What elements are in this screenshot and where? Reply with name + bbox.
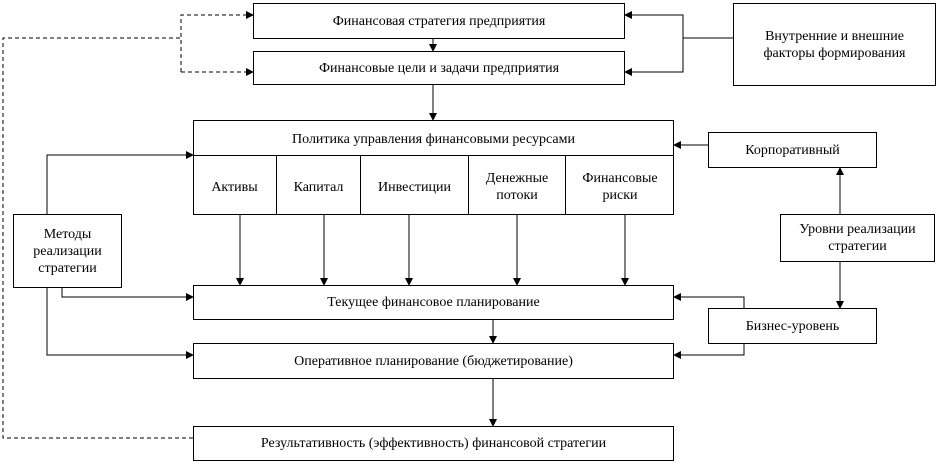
policy-cell-risks bbox=[566, 156, 674, 214]
policy-cell-cashflows bbox=[469, 156, 565, 214]
operational-planning-label: Оперативное планирование (бюджетирование) bbox=[294, 353, 573, 369]
corporate-label: Корпоративный bbox=[745, 142, 840, 158]
strategy-label: Финансовая стратегия предприятия bbox=[332, 13, 546, 29]
policy-cell-label: Финансовые bbox=[582, 171, 658, 186]
policy-cell-capital bbox=[277, 156, 360, 214]
policy-cell-label: Денежные bbox=[485, 171, 549, 186]
arrow-factors-to-strategy bbox=[625, 15, 683, 38]
policy-cell-label: риски bbox=[602, 188, 638, 203]
policy-cell-assets bbox=[193, 156, 276, 214]
policy-cell-label: Активы bbox=[211, 179, 258, 195]
goals-label: Финансовые цели и задачи предприятия bbox=[318, 60, 560, 76]
methods-label-line3: стратегии bbox=[38, 260, 97, 276]
effectiveness-box bbox=[193, 426, 674, 461]
arrow-factors-to-goals bbox=[625, 38, 683, 72]
policy-cell-label: потоки bbox=[496, 188, 538, 203]
arrow-methods-to-operational bbox=[47, 288, 193, 355]
arrow-business-to-operational bbox=[674, 344, 744, 355]
methods-label-line2: реализации bbox=[33, 243, 102, 259]
strategy-box bbox=[253, 3, 625, 39]
factors-label-line2: факторы формирования bbox=[763, 45, 906, 61]
effectiveness-label: Результативность (эффективность) финансовой стратегии bbox=[260, 436, 607, 451]
factors-box bbox=[733, 3, 936, 86]
policy-label: Политика управления финансовыми ресурсами bbox=[292, 132, 575, 147]
methods-box bbox=[13, 214, 122, 288]
operational-planning-box bbox=[193, 343, 674, 379]
methods-label-line1: Методы bbox=[43, 226, 92, 242]
current-planning-box bbox=[193, 285, 674, 320]
goals-box bbox=[253, 51, 625, 85]
corporate-box bbox=[708, 132, 877, 168]
business-level-label: Бизнес-уровень bbox=[745, 318, 840, 334]
levels-label-line2: стратегии bbox=[828, 239, 887, 254]
arrow-methods-to-policy bbox=[47, 155, 193, 214]
policy-cell-investments bbox=[361, 156, 468, 214]
levels-box bbox=[780, 214, 935, 262]
factors-label-line1: Внутренние и внешние bbox=[765, 28, 904, 44]
dashed-arrow-to-strategy bbox=[181, 15, 253, 72]
levels-label-line1: Уровни реализации bbox=[799, 222, 916, 237]
policy-cell-label: Капитал bbox=[293, 179, 344, 195]
current-planning-label: Текущее финансовое планирование bbox=[327, 295, 540, 310]
business-level-box bbox=[708, 308, 877, 344]
arrow-methods-to-current bbox=[62, 288, 193, 297]
policy-cell-label: Инвестиции bbox=[378, 179, 451, 195]
